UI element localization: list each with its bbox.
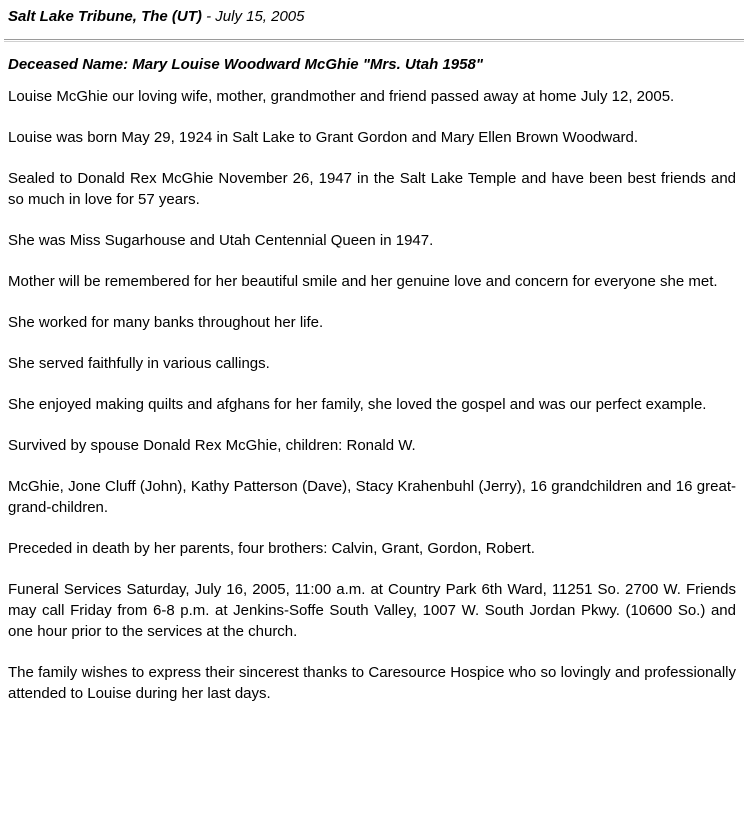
paragraph: She served faithfully in various callings. bbox=[8, 355, 270, 372]
paragraph: Funeral Services Saturday, July 16, 2005, 11:00 a.m. at Country Park 6th Ward, 11251 So. 2700 W. Friends may call Friday from 6-8 p.m. at Jenkins-Soffe South Valley, 1007 W. South Jordan Pkwy. (10600 So.) and one hour prior to the services at the church. bbox=[8, 581, 736, 640]
publication-source: Salt Lake Tribune, The (UT) bbox=[8, 8, 202, 25]
paragraph: McGhie, Jone Cluff (John), Kathy Patterson (Dave), Stacy Krahenbuhl (Jerry), 16 grandchildren and 16 great-grand-children. bbox=[8, 478, 736, 516]
paragraph: Sealed to Donald Rex McGhie November 26, 1947 in the Salt Lake Temple and have been best friends and so much in love for 57 years. bbox=[8, 170, 736, 208]
publication-header bbox=[8, 7, 736, 27]
paragraph: She enjoyed making quilts and afghans for her family, she loved the gospel and was our perfect example. bbox=[8, 396, 707, 413]
paragraph: Survived by spouse Donald Rex McGhie, children: Ronald W. bbox=[8, 437, 416, 454]
paragraph: Louise was born May 29, 1924 in Salt Lake to Grant Gordon and Mary Ellen Brown Woodward. bbox=[8, 129, 639, 146]
paragraph: Preceded in death by her parents, four brothers: Calvin, Grant, Gordon, Robert. bbox=[8, 540, 535, 557]
publication-date: July 15, 2005 bbox=[215, 8, 305, 25]
obituary-body bbox=[8, 86, 736, 704]
header-divider bbox=[4, 39, 744, 42]
paragraph: Louise McGhie our loving wife, mother, grandmother and friend passed away at home July 12, 2005. bbox=[8, 88, 675, 105]
paragraph: The family wishes to express their sincerest thanks to Caresource Hospice who so lovingly and professionally attended to Louise during her last days. bbox=[8, 664, 736, 702]
header-separator: - bbox=[201, 8, 216, 25]
paragraph: She was Miss Sugarhouse and Utah Centennial Queen in 1947. bbox=[8, 232, 434, 249]
paragraph: Mother will be remembered for her beautiful smile and her genuine love and concern for everyone she met. bbox=[8, 273, 718, 290]
deceased-name: Deceased Name: Mary Louise Woodward McGhie "Mrs. Utah 1958" bbox=[8, 56, 483, 73]
paragraph: She worked for many banks throughout her life. bbox=[8, 314, 324, 331]
